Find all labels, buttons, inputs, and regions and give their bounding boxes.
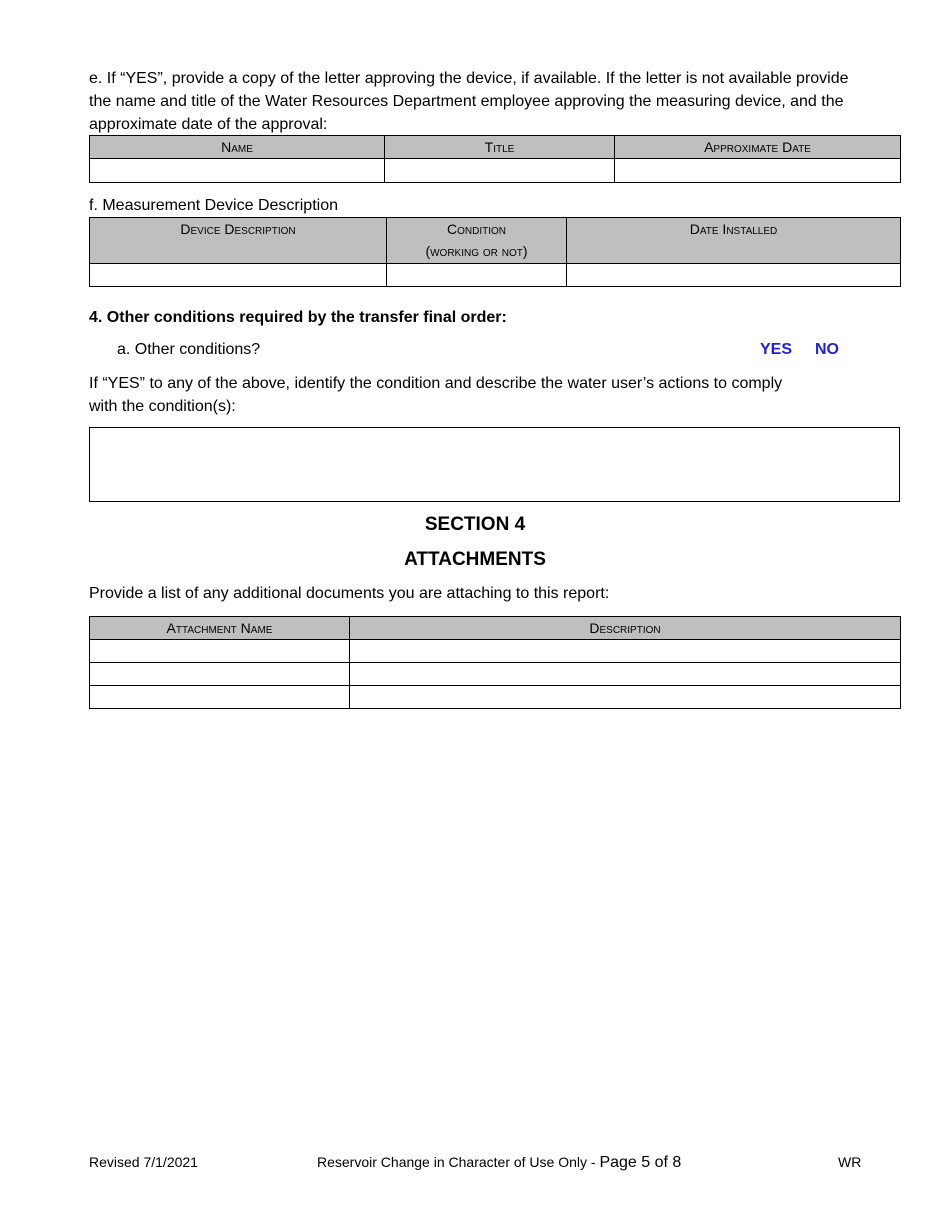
footer-page-number: Page 5 of 8 <box>599 1154 682 1171</box>
attachment-description-cell[interactable] <box>350 663 901 686</box>
footer-form-title <box>317 1154 681 1172</box>
column-header-title: Title <box>385 136 615 159</box>
column-header-approximate-date: Approximate Date <box>615 136 901 159</box>
footer-form-name: Reservoir Change in Character of Use Only - <box>317 1154 600 1170</box>
approval-table <box>89 135 901 183</box>
footer-revised: Revised 7/1/2021 <box>89 1154 198 1170</box>
device-table <box>89 217 901 287</box>
column-header-description: Description <box>350 617 901 640</box>
attachment-name-cell[interactable] <box>90 663 350 686</box>
attachment-name-cell[interactable] <box>90 686 350 709</box>
attachment-description-cell[interactable] <box>350 640 901 663</box>
column-header-condition <box>387 218 567 264</box>
no-option[interactable]: NO <box>815 341 839 358</box>
section-subtitle: ATTACHMENTS <box>404 549 546 570</box>
attachment-description-cell[interactable] <box>350 686 901 709</box>
column-header-date-installed: Date Installed <box>567 218 901 264</box>
question-4-heading: 4. Other conditions required by the transfer final order: <box>89 309 507 326</box>
device-description-cell[interactable] <box>90 264 387 287</box>
column-header-device-description: Device Description <box>90 218 387 264</box>
item-e-instruction: e. If “YES”, provide a copy of the letter approving the device, if available. If the letter is not available provide the name and title of the Water Resources Department employee approving the measuring device, and the approximate date of the approval: <box>89 70 849 133</box>
date-installed-cell[interactable] <box>567 264 901 287</box>
approximate-date-cell[interactable] <box>615 159 901 183</box>
name-cell[interactable] <box>90 159 385 183</box>
section-title: SECTION 4 <box>424 514 526 535</box>
attachments-instruction: Provide a list of any additional documents you are attaching to this report: <box>89 585 610 602</box>
conditions-instruction: If “YES” to any of the above, identify the condition and describe the water user’s actions to comply with the condition(s): <box>89 375 783 415</box>
attachment-name-cell[interactable] <box>90 640 350 663</box>
yes-option[interactable]: YES <box>760 341 793 358</box>
attachments-table <box>89 616 901 709</box>
footer-code: WR <box>838 1154 862 1170</box>
title-cell[interactable] <box>385 159 615 183</box>
column-header-name: Name <box>90 136 385 159</box>
condition-cell[interactable] <box>387 264 567 287</box>
condition-sublabel: (working or not) <box>425 243 528 259</box>
condition-label: Condition <box>447 221 506 237</box>
conditions-text-box[interactable] <box>89 427 900 502</box>
item-f-label: f. Measurement Device Description <box>89 197 338 214</box>
column-header-attachment-name: Attachment Name <box>90 617 350 640</box>
other-conditions-question: a. Other conditions? <box>117 341 261 358</box>
